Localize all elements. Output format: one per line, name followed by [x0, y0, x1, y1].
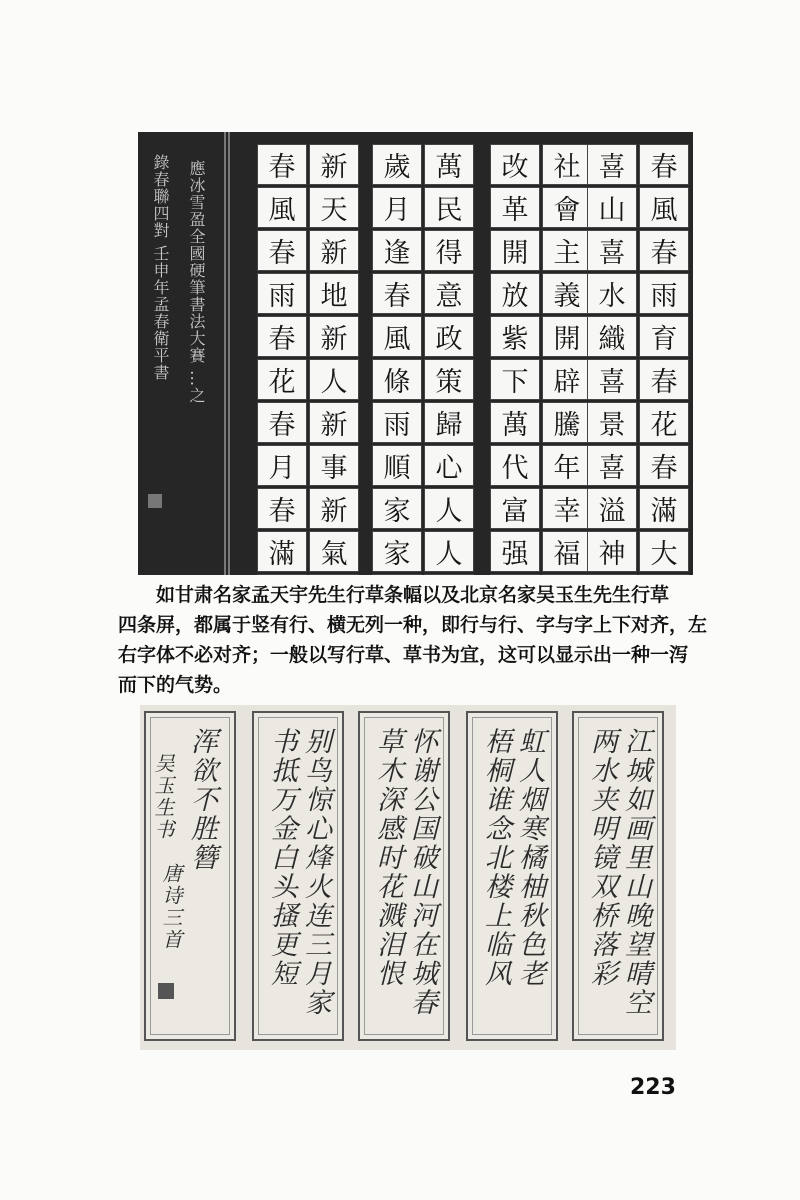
couplet-character: 家 [372, 488, 422, 529]
scroll-text: 别鸟惊心烽火连三月家 [300, 727, 331, 1017]
paragraph-line: 右字体不必对齐；一般以写行草、草书为宜，这可以显示出一种一泻 [118, 644, 689, 666]
couplet-character: 水 [587, 273, 637, 314]
couplet-character: 春 [639, 144, 689, 185]
scroll-text: 浑欲不胜簪 [186, 727, 217, 872]
couplet-character: 天 [309, 187, 359, 228]
scroll-panel-2 [466, 711, 558, 1041]
couplet-character: 歸 [424, 402, 474, 443]
couplet-character: 滿 [257, 531, 307, 572]
couplet-character: 條 [372, 359, 422, 400]
couplet-character: 人 [424, 488, 474, 529]
couplet-column [490, 144, 540, 574]
couplet-character: 强 [490, 531, 540, 572]
couplet-character [372, 574, 422, 575]
scroll-text: 怀谢公国破山河在城春 [406, 727, 437, 1017]
couplet-character: 萬 [424, 144, 474, 185]
couplet-character: 春 [257, 230, 307, 271]
scroll-panel-3 [358, 711, 450, 1041]
couplet-character: 策 [424, 359, 474, 400]
couplet-character: 喜 [587, 445, 637, 486]
couplet-character: 氣 [309, 531, 359, 572]
couplet-character: 新 [309, 316, 359, 357]
couplet-character: 福 [542, 531, 592, 572]
body-paragraph [118, 580, 718, 700]
couplet-character: 溢 [587, 488, 637, 529]
couplet-character: 義 [542, 273, 592, 314]
scroll-signature [144, 711, 236, 1041]
scroll-text: 虹人烟寒橘柚秋色老 [514, 727, 545, 988]
couplet-character: 富 [490, 488, 540, 529]
scroll-text: 书抵万金白头搔更短 [266, 727, 297, 988]
couplet-character: 放 [490, 273, 540, 314]
couplet-character: 新 [309, 402, 359, 443]
seal-stamp [158, 983, 174, 999]
couplet-character: 春 [639, 445, 689, 486]
divider [224, 132, 226, 575]
couplet-character: 新 [309, 144, 359, 185]
couplet-character [542, 574, 592, 575]
couplet-character: 辟 [542, 359, 592, 400]
couplet-column [372, 144, 422, 574]
couplet-character: 家 [372, 531, 422, 572]
couplet-character: 雨 [639, 273, 689, 314]
couplet-character: 新 [309, 230, 359, 271]
scroll-photo [140, 705, 676, 1050]
scroll-panel-1 [572, 711, 664, 1041]
couplet-character: 神 [587, 531, 637, 572]
couplet-character: 山 [587, 187, 637, 228]
couplet-character: 年 [542, 445, 592, 486]
couplet-character: 喜 [587, 230, 637, 271]
couplet-column [639, 144, 689, 574]
couplet-character: 月 [372, 187, 422, 228]
couplet-character: 騰 [542, 402, 592, 443]
couplet-panel-3 [370, 144, 474, 574]
couplet-character: 雨 [372, 402, 422, 443]
couplet-character: 萬 [490, 402, 540, 443]
couplet-character: 社 [542, 144, 592, 185]
couplet-panel-1 [585, 144, 689, 574]
couplet-character: 代 [490, 445, 540, 486]
couplet-character: 下 [490, 359, 540, 400]
couplet-character: 得 [424, 230, 474, 271]
couplet-character: 花 [257, 359, 307, 400]
couplet-character: 春 [639, 359, 689, 400]
couplet-character: 春 [257, 488, 307, 529]
couplet-character [424, 574, 474, 575]
couplet-character: 喜 [587, 144, 637, 185]
scroll-text: 梧桐谁念北楼上临风 [480, 727, 511, 988]
paragraph-line: 四条屏，都属于竖有行、横无列一种，即行与行、字与字上下对齐，左 [118, 614, 708, 636]
couplet-character: 心 [424, 445, 474, 486]
couplet-character: 民 [424, 187, 474, 228]
couplet-character [490, 574, 540, 575]
scroll-signature-text: 吴玉生书 [151, 753, 175, 841]
couplet-character: 花 [639, 402, 689, 443]
couplet-panel-2 [488, 144, 592, 574]
page-number: 223 [630, 1075, 676, 1100]
couplet-character: 革 [490, 187, 540, 228]
couplet-character: 意 [424, 273, 474, 314]
couplet-photo [138, 132, 693, 575]
couplet-character: 滿 [639, 488, 689, 529]
couplet-character: 風 [372, 316, 422, 357]
inscription-title: 應冰雪盈全國硬筆書法大賽 …之 [187, 160, 206, 405]
couplet-character [639, 574, 689, 575]
couplet-character: 順 [372, 445, 422, 486]
couplet-character: 春 [257, 316, 307, 357]
scroll-text: 江城如画里山晚望晴空 [620, 727, 651, 1017]
couplet-character: 主 [542, 230, 592, 271]
couplet-character: 幸 [542, 488, 592, 529]
couplet-character: 逢 [372, 230, 422, 271]
couplet-character: 織 [587, 316, 637, 357]
scroll-text: 草木深感时花溅泪恨 [372, 727, 403, 988]
couplet-character: 春 [372, 273, 422, 314]
couplet-column [587, 144, 637, 574]
couplet-character: 雨 [257, 273, 307, 314]
couplet-character: 紫 [490, 316, 540, 357]
couplet-character: 大 [639, 531, 689, 572]
couplet-character: 春 [639, 230, 689, 271]
couplet-panel-4 [255, 144, 359, 574]
couplet-character [257, 574, 307, 575]
couplet-character: 開 [542, 316, 592, 357]
couplet-character: 人 [424, 531, 474, 572]
couplet-character: 人 [309, 359, 359, 400]
scroll-text: 唐诗三首 [159, 863, 183, 951]
couplet-character: 月 [257, 445, 307, 486]
paragraph-line: 如甘肃名家孟天宇先生行草条幅以及北京名家吴玉生先生行草 [156, 584, 670, 606]
seal-stamp [148, 494, 162, 508]
scroll-panel-4 [252, 711, 344, 1041]
couplet-column [309, 144, 359, 574]
couplet-character: 育 [639, 316, 689, 357]
couplet-character: 歲 [372, 144, 422, 185]
inscription-signature: 錄春聯四對 壬申年孟春衛平書 [151, 154, 170, 382]
couplet-character: 會 [542, 187, 592, 228]
couplet-character [587, 574, 637, 575]
couplet-character: 春 [257, 402, 307, 443]
couplet-character: 政 [424, 316, 474, 357]
scroll-text: 两水夹明镜双桥落彩 [586, 727, 617, 988]
couplet-character [309, 574, 359, 575]
couplet-character: 風 [639, 187, 689, 228]
couplet-character: 春 [257, 144, 307, 185]
divider [228, 132, 230, 575]
couplet-character: 改 [490, 144, 540, 185]
couplet-character: 事 [309, 445, 359, 486]
couplet-character: 開 [490, 230, 540, 271]
paragraph-line: 而下的气势。 [118, 674, 233, 696]
couplet-character: 喜 [587, 359, 637, 400]
couplet-column [257, 144, 307, 574]
couplet-character: 新 [309, 488, 359, 529]
couplet-character: 風 [257, 187, 307, 228]
couplet-column [424, 144, 474, 574]
couplet-character: 地 [309, 273, 359, 314]
couplet-character: 景 [587, 402, 637, 443]
